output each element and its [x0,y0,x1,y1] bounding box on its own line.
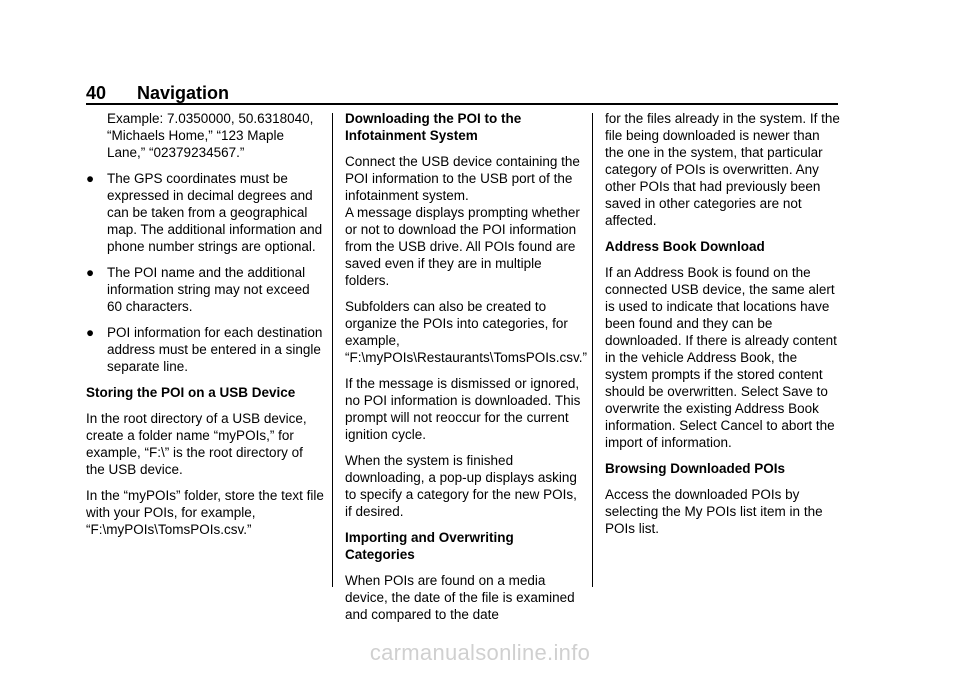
paragraph: If an Address Book is found on the connected USB device, the same alert is used to indicate that locations have been found and they can be downloaded. If there is already content in the vehicle Address Book, the system prompts if the stored content should be overwritten. Select Save to overwrite the existing Address Book information. Select Cancel to abort the import of information. [605,265,837,450]
heading-browsing-pois: Browsing Downloaded POIs [605,461,786,476]
paragraph: for the files already in the system. If the file being downloaded is newer than the one in the system, that particular category of POIs is overwritten. Any other POIs that had previously been saved in other categories are not affected. [605,111,840,228]
paragraph: When the system is finished downloading, a pop-up displays asking to specify a category for the new POIs, if desired. [345,453,577,519]
bullet-marker: ● [86,171,95,186]
bullet-text: The GPS coordinates must be expressed in decimal degrees and can be taken from a geographical map. The additional information and phone number strings are optional. [107,171,323,254]
column-3 [605,110,841,546]
column-divider [592,113,593,587]
header-rule [86,103,838,105]
heading-importing-categories: Importing and Overwriting Categories [345,530,514,562]
bullet-item [86,324,324,375]
section-title: Navigation [137,83,230,103]
paragraph: In the root directory of a USB device, create a folder name “myPOIs,” for example, “F:\” is the root directory of the USB device. [86,411,307,477]
paragraph: Subfolders can also be created to organize the POIs into categories, for example, “F:\myPOIs\Restaurants\TomsPOIs.csv.” [345,299,588,365]
bullet-marker: ● [86,265,95,280]
heading-downloading-poi: Downloading the POI to the Infotainment System [345,111,522,143]
watermark: carmanualsonline.info [369,640,591,665]
paragraph: If the message is dismissed or ignored, no POI information is downloaded. This prompt will not reoccur for the current ignition cycle. [345,376,581,442]
bullet-marker: ● [86,325,95,340]
bullet-item [86,264,324,315]
column-2 [345,110,588,632]
bullet-item [86,170,324,255]
paragraph: When POIs are found on a media device, the date of the file is examined and compared to the date [345,573,575,622]
column-1 [86,110,324,547]
paragraph: In the “myPOIs” folder, store the text file with your POIs, for example, “F:\myPOIs\TomsPOIs.csv.” [86,488,324,537]
bullet-text: The POI name and the additional information string may not exceed 60 characters. [107,265,310,314]
heading-storing-poi: Storing the POI on a USB Device [86,385,296,400]
paragraph: Access the downloaded POIs by selecting the My POIs list item in the POIs list. [605,487,823,536]
column-divider [332,113,333,587]
heading-address-book: Address Book Download [605,239,765,254]
bullet-text: POI information for each destination address must be entered in a single separate line. [107,325,323,374]
page-header [86,81,838,105]
paragraph: A message displays prompting whether or not to download the POI information from the USB drive. All POIs found are saved even if they are in multiple folders. [345,205,580,288]
paragraph: Connect the USB device containing the POI information to the USB port of the infotainment system. [345,154,580,203]
page-number: 40 [86,83,107,103]
example-text: Example: 7.0350000, 50.6318040, “Michaels Home,” “123 Maple Lane,” “02379234567.” [107,111,314,160]
